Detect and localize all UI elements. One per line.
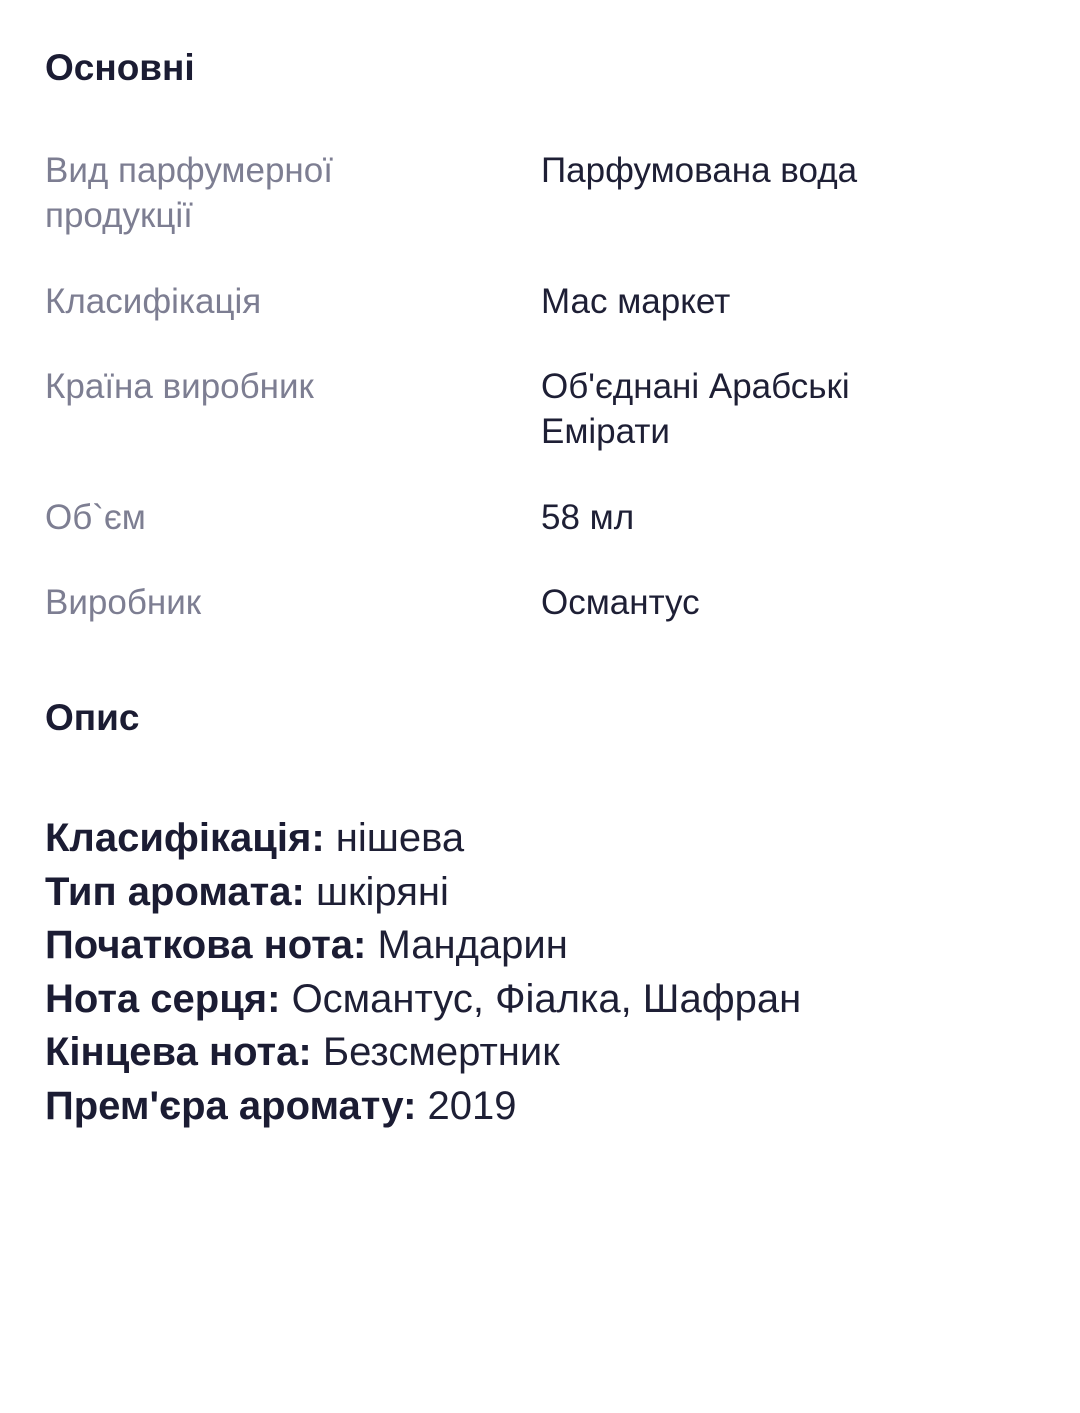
spec-label [45, 279, 541, 324]
description-line [45, 1026, 1035, 1080]
spec-row-country [45, 364, 1035, 454]
spec-label [45, 495, 541, 540]
description-value: нішева [324, 816, 465, 860]
spec-row-manufacturer [45, 580, 1035, 625]
spec-value [541, 580, 981, 625]
section-title-description: Опис [45, 697, 140, 738]
spec-value-line: Мас маркет [541, 282, 731, 321]
spec-label-line: Виробник [45, 583, 202, 622]
spec-value [541, 364, 981, 454]
description-line [45, 812, 1035, 866]
spec-value [541, 495, 981, 540]
description-value: Безсмертник [311, 1030, 560, 1074]
spec-value-line: Емірати [541, 412, 670, 451]
spec-row-classification [45, 279, 1035, 324]
spec-label [45, 364, 541, 454]
description-value: Мандарин [366, 923, 568, 967]
spec-label-line: продукції [45, 196, 193, 235]
spec-value [541, 148, 981, 238]
description-key: Кінцева нота: [45, 1030, 312, 1074]
spec-row-product-type [45, 148, 1035, 238]
description-line [45, 866, 1035, 920]
section-title-main: Основні [45, 47, 195, 88]
description-value: Османтус, Фіалка, Шафран [280, 976, 802, 1021]
description-line [45, 1080, 1035, 1134]
description-key: Тип аромата: [45, 869, 305, 914]
spec-row-volume [45, 495, 1035, 540]
spec-label-line: Країна виробник [45, 367, 314, 406]
spec-label-line: Об`єм [45, 498, 146, 537]
spec-value-line: 58 мл [541, 498, 635, 537]
spec-label-line: Вид парфумерної [45, 151, 333, 190]
spec-value [541, 279, 981, 324]
description-line [45, 919, 1035, 973]
spec-label [45, 148, 541, 238]
description-key: Класифікація: [45, 816, 325, 860]
description-body [45, 812, 1035, 1133]
spec-label-line: Класифікація [45, 282, 262, 321]
spec-value-line: Об'єднані Арабські [541, 367, 850, 406]
spec-value-line: Османтус [541, 583, 700, 622]
spec-value-line: Парфумована вода [541, 151, 858, 190]
description-line [45, 973, 1035, 1027]
description-key: Нота серця: [45, 976, 281, 1021]
description-value: 2019 [416, 1083, 517, 1128]
spec-label [45, 580, 541, 625]
description-key: Прем'єра аромату: [45, 1083, 417, 1128]
description-value: шкіряні [304, 869, 449, 914]
description-key: Початкова нота: [45, 923, 367, 967]
